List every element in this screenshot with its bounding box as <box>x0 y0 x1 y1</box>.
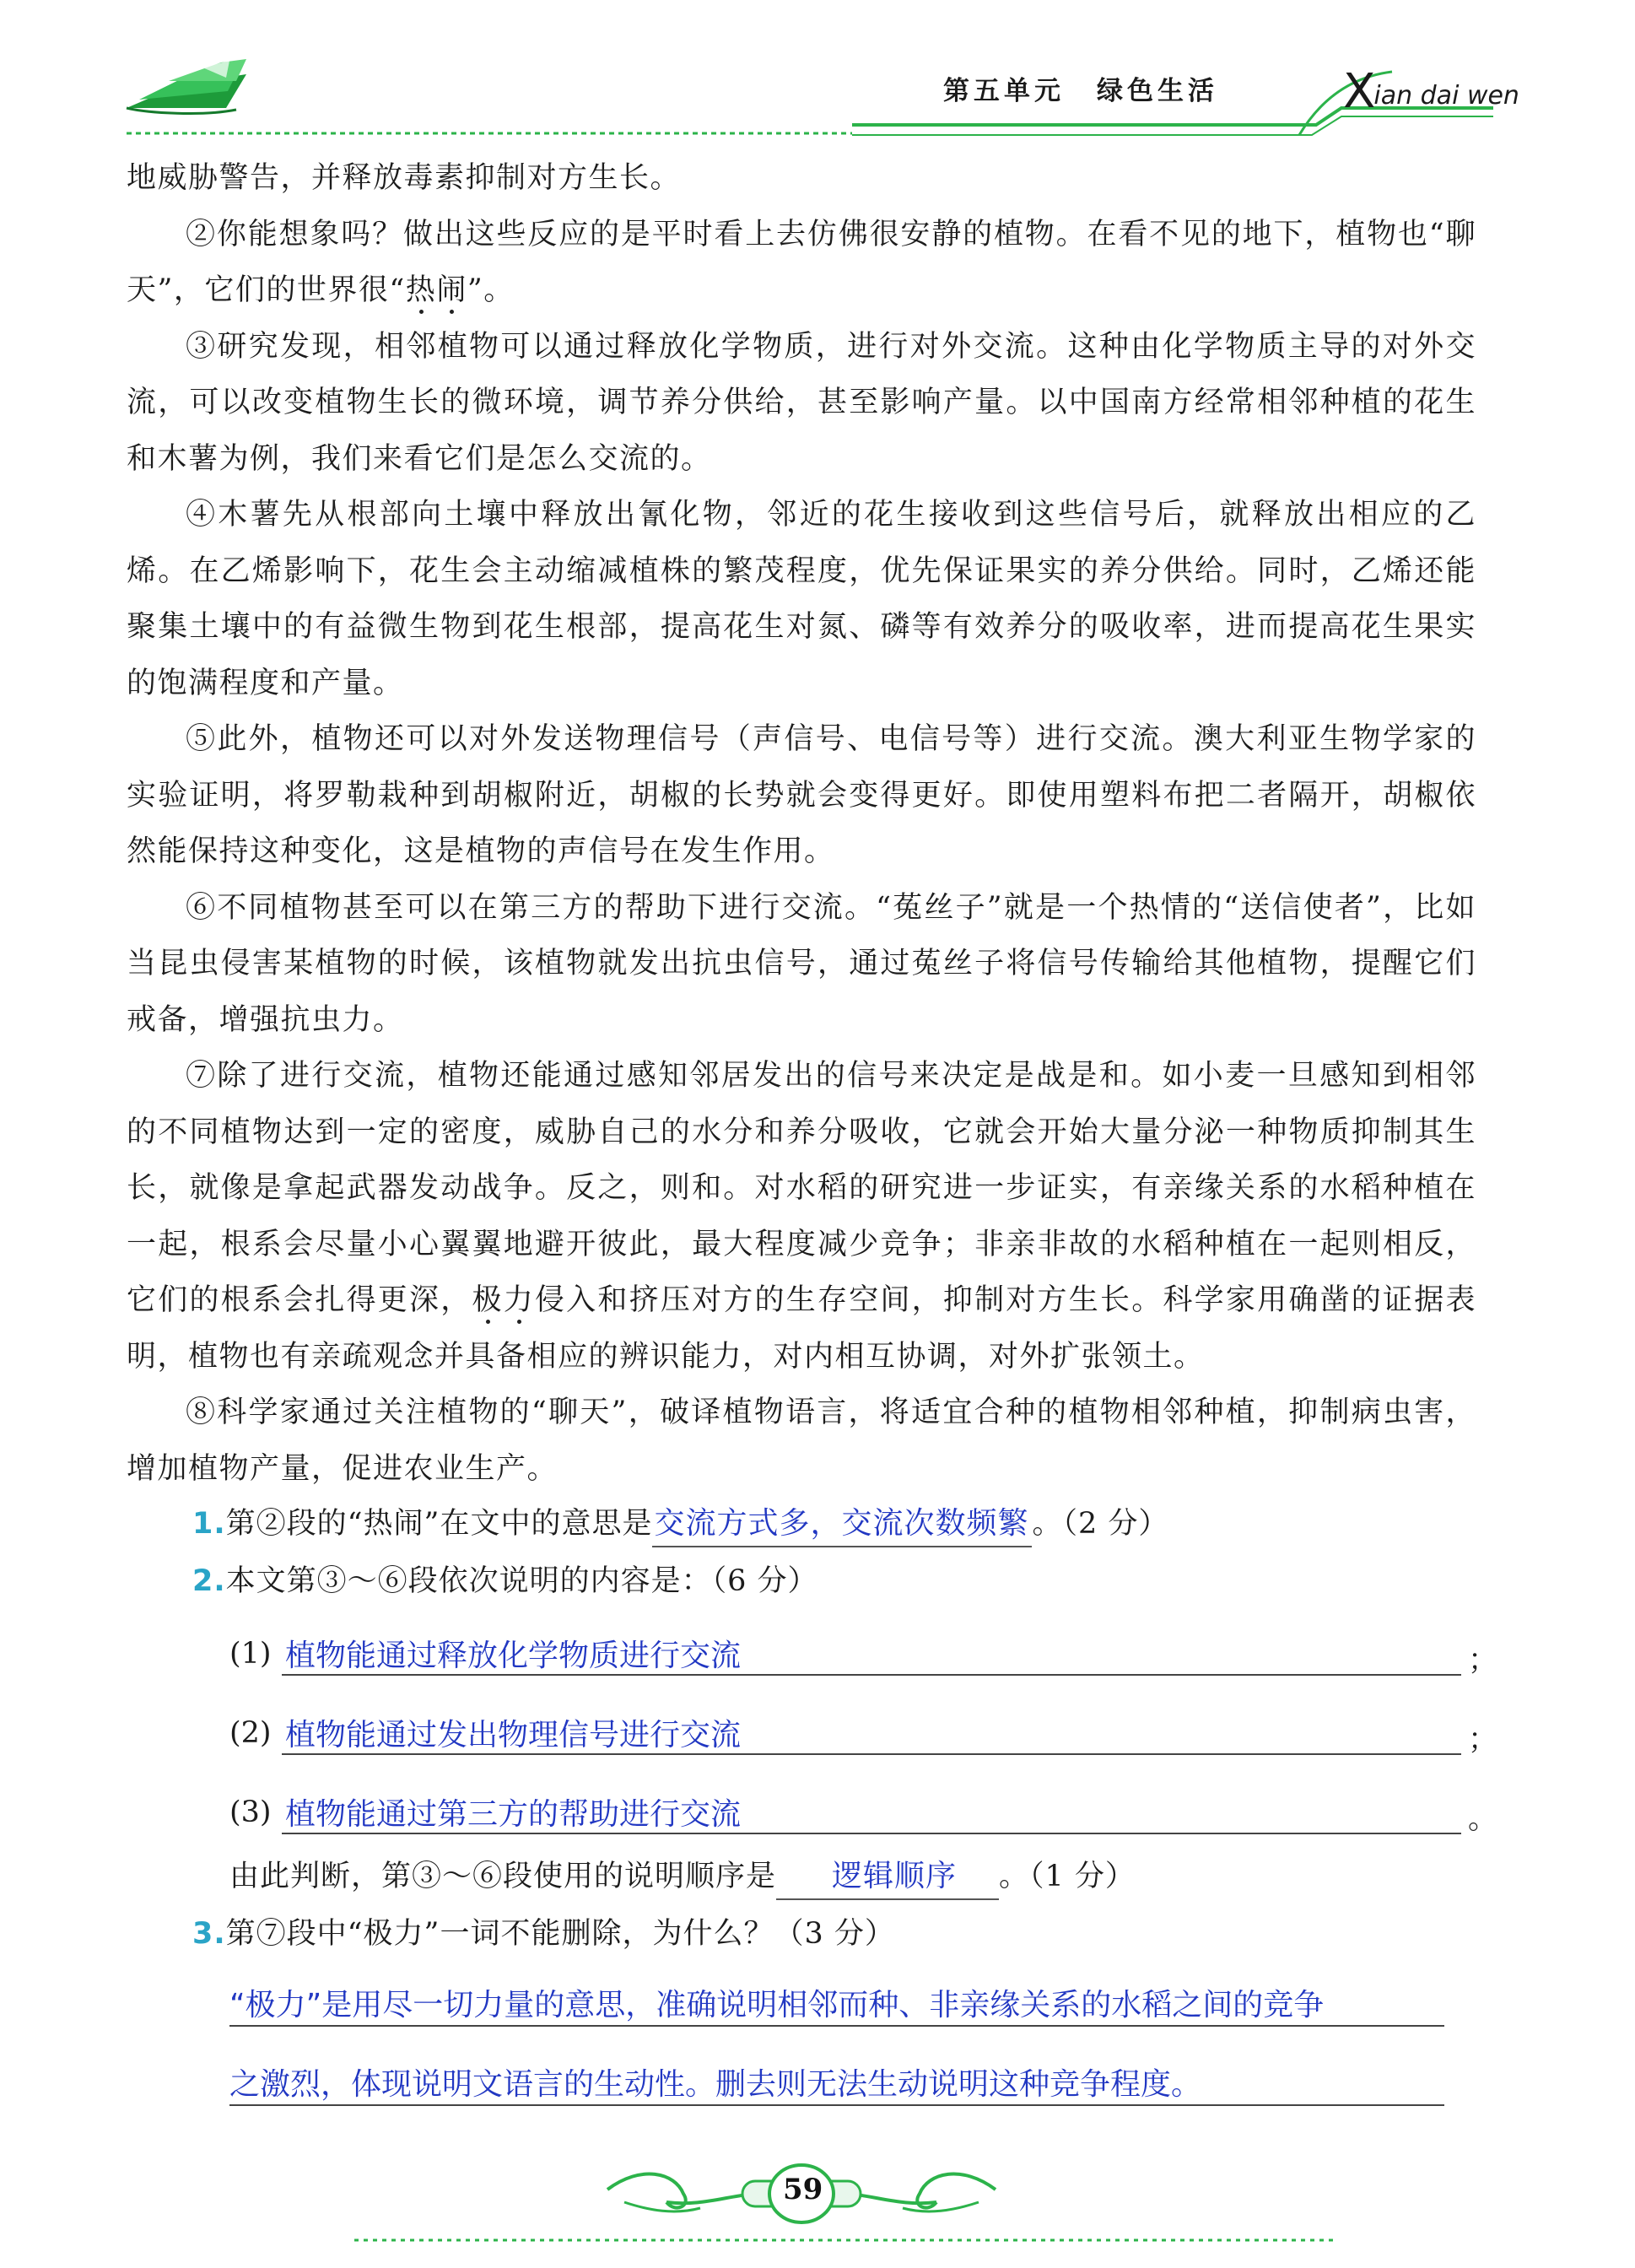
paragraph-7 <box>127 1048 1476 1385</box>
article-body <box>127 150 1476 1497</box>
paragraph-7-text-b: 侵入和挤压对方的生存空间，抑制对方生长。科学家用确凿的证据表明，植物也有亲疏观念并具备相应的辨识能力，对内相互协调，对外扩张领土。 <box>127 1283 1476 1374</box>
paragraph-5: ⑤此外，植物还可以对外发送物理信号（声信号、电信号等）进行交流。澳大利亚生物学家的实验证明，将罗勒栽种到胡椒附近，胡椒的长势就会变得更好。即使用塑料布把二者隔开，胡椒依然能保持这种变化，这是植物的声信号在发生作用。 <box>127 722 1476 868</box>
paragraph-1-tail: 地威胁警告，并释放毒素抑制对方生长。 <box>127 161 682 195</box>
question-number: 1. <box>192 1507 226 1541</box>
emphasis-char: 极 <box>472 1283 504 1317</box>
unit-label: 第五单元 <box>943 76 1065 106</box>
brand-initial: X <box>1343 64 1376 119</box>
item-label: (2) <box>229 1716 272 1750</box>
unit-theme: 绿色生活 <box>1097 76 1218 106</box>
question-3-answer-line-2: 之激烈，体现说明文语言的生动性。删去则无法生动说明这种竞争程度。 <box>229 2067 1202 2102</box>
question-2-order <box>229 1853 1136 1900</box>
question-1 <box>192 1500 1168 1547</box>
question-number: 3. <box>192 1917 226 1951</box>
question-number: 2. <box>192 1564 226 1598</box>
answer-line <box>282 1674 1461 1676</box>
question-2-item-1 <box>229 1637 1498 1677</box>
item-label: (1) <box>229 1637 272 1671</box>
paragraph-3: ③研究发现，相邻植物可以通过释放化学物质，进行对外交流。这种由化学物质主导的对外交流，可以改变植物生长的微环境，调节养分供给，甚至影响产量。以中国南方经常相邻种植的花生和木薯为例，我们来看它们是怎么交流的。 <box>127 329 1476 476</box>
order-question-text: 由此判断，第③～⑥段使用的说明顺序是 <box>229 1860 777 1893</box>
question-2-item-3 <box>229 1796 1498 1836</box>
item-label: (3) <box>229 1796 272 1829</box>
answer-line <box>229 2025 1444 2027</box>
question-3-text: 第⑦段中“极力”一词不能删除，为什么？（3 分） <box>225 1917 895 1951</box>
question-3-answer-line-1: “极力”是用尽一切力量的意思，准确说明相邻而种、非亲缘关系的水稻之间的竞争 <box>229 1988 1325 2022</box>
answer-line <box>229 2104 1444 2106</box>
paragraph-2 <box>127 207 1476 319</box>
question-1-score: 。（2 分） <box>1032 1507 1169 1541</box>
answer-line <box>282 1833 1461 1834</box>
paragraph-2-text-a: ②你能想象吗？做出这些反应的是平时看上去仿佛很安静的植物。在看不见的地下，植物也“聊天”，它们的世界很“ <box>127 217 1476 307</box>
page-header <box>0 0 1635 148</box>
order-score: 。（1 分） <box>999 1860 1136 1893</box>
emphasis-char: 闹 <box>436 273 467 307</box>
item-end-punct: ； <box>1468 1644 1498 1677</box>
brand-logo-text <box>1343 64 1519 119</box>
unit-title <box>943 69 1218 107</box>
brand-rest: ian dai wen <box>1373 81 1519 111</box>
question-1-answer: 交流方式多，交流次数频繁 <box>652 1505 1032 1547</box>
order-answer: 逻辑顺序 <box>776 1858 999 1900</box>
question-1-text: 第②段的“热闹”在文中的意思是 <box>225 1507 653 1541</box>
item-answer: 植物能通过发出物理信号进行交流 <box>285 1718 742 1752</box>
item-answer: 植物能通过释放化学物质进行交流 <box>285 1639 742 1673</box>
book-logo-icon <box>127 59 246 113</box>
page-number: 59 <box>783 2173 823 2206</box>
item-end-punct: 。 <box>1468 1802 1498 1836</box>
emphasis-char: 热 <box>405 273 437 307</box>
answer-line <box>282 1753 1461 1755</box>
paragraph-7-text-a: ⑦除了进行交流，植物还能通过感知邻居发出的信号来决定是战是和。如小麦一旦感知到相邻的不同植物达到一定的密度，威胁自己的水分和养分吸收，它就会开始大量分泌一种物质抑制其生长，就像是拿起武器发动战争。反之，则和。对水稻的研究进一步证实，有亲缘关系的水稻种植在一起，根系会尽量小心翼翼地避开彼此，最大程度减少竞争；非亲非故的水稻种植在一起则相反，它们的根系会扎得更深， <box>127 1059 1476 1317</box>
question-2-item-2 <box>229 1716 1498 1757</box>
paragraph-8: ⑧科学家通过关注植物的“聊天”，破译植物语言，将适宜合种的植物相邻种植，抑制病虫害，增加植物产量，促进农业生产。 <box>127 1396 1476 1486</box>
paragraph-4: ④木薯先从根部向土壤中释放出氰化物，邻近的花生接收到这些信号后，就释放出相应的乙烯。在乙烯影响下，花生会主动缩减植株的繁茂程度，优先保证果实的养分供给。同时，乙烯还能聚集土壤中的有益微生物到花生根部，提高花生对氮、磷等有效养分的吸收率，进而提高花生果实的饱满程度和产量。 <box>127 498 1476 700</box>
paragraph-6: ⑥不同植物甚至可以在第三方的帮助下进行交流。“菟丝子”就是一个热情的“送信使者”，比如当昆虫侵害某植物的时候，该植物就发出抗虫信号，通过菟丝子将信号传输给其他植物，提醒它们戒备，增强抗虫力。 <box>127 890 1476 1037</box>
item-answer: 植物能通过第三方的帮助进行交流 <box>285 1797 742 1832</box>
question-2 <box>192 1558 818 1600</box>
emphasis-char: 力 <box>503 1283 535 1317</box>
item-end-punct: ； <box>1468 1723 1498 1757</box>
question-3 <box>192 1910 895 1952</box>
paragraph-2-text-b: ”。 <box>467 273 515 307</box>
question-2-text: 本文第③～⑥段依次说明的内容是：（6 分） <box>225 1564 818 1598</box>
